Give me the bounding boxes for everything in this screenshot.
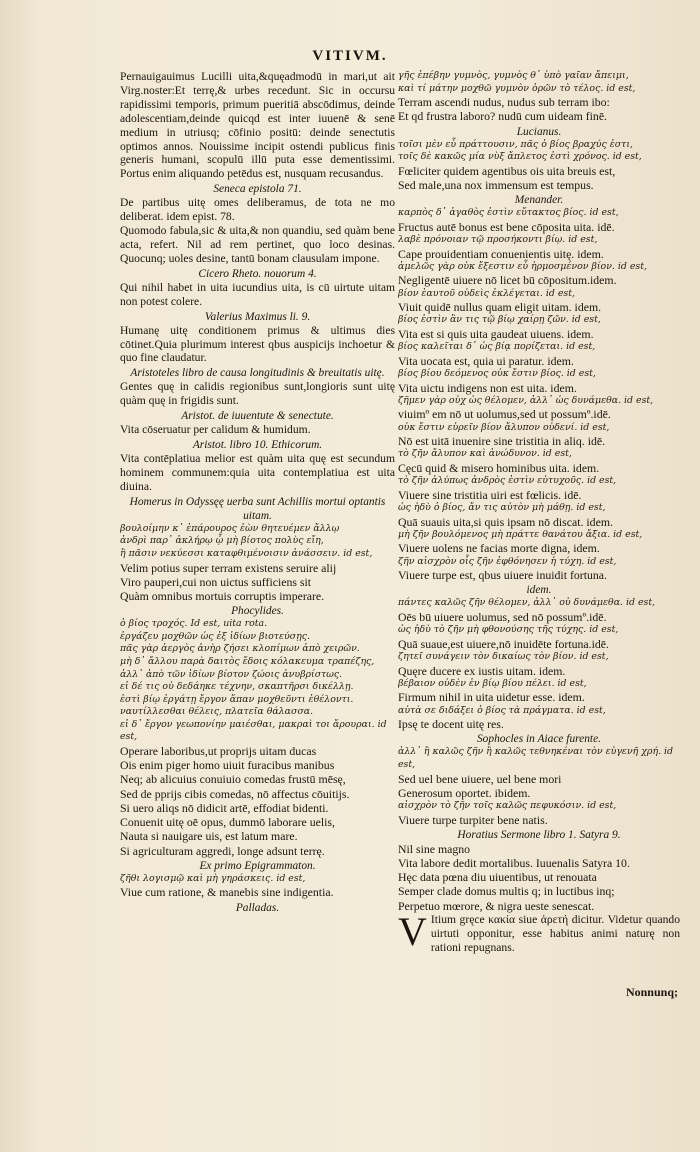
source-citation: Horatius Sermone libro 1. Satyra 9.	[457, 828, 621, 841]
latin-line: Cęcū quid & misero hominibus uita. idem.	[398, 460, 600, 475]
greek-verse-line: τὸ ζῆν ἀλύπως ἀνδρὸς ἐστὶν εὐτυχοῦς. id est,	[398, 475, 617, 487]
greek-verse-line: τοῖς δὲ κακῶς μία νὺξ ἄπλετος ἐστὶ χρόνος. id est,	[398, 151, 642, 163]
greek-verse-line: βέβαιον οὐδὲν ἐν βίῳ βίου πέλει. id est,	[398, 677, 587, 689]
running-head: VITIVM.	[312, 48, 388, 64]
source-citation: Lucianus.	[516, 125, 562, 138]
greek-verse-line: ὡς ἡδὺ ὁ βίος, ἄν τις αὐτὸν μὴ μάθῃ. id est,	[398, 501, 606, 513]
catchword: Nonnunq;	[625, 985, 678, 999]
prose-paragraph: Qui nihil habet in uita iucundius uita, is cū uirtute uitam non potest colere.	[120, 280, 395, 308]
source-citation: Homerus in Odyssęę uerba sunt Achillis mortui optantis uitam.	[129, 495, 386, 522]
latin-line: Conuenit uitę oē opus, dummō laborare uelis,	[120, 815, 335, 830]
latin-line: Hęc data pœna diu uiuentibus, ut renouata	[398, 870, 597, 885]
greek-verse-line: αἰσχρὸν τὸ ζῆν τοῖς καλῶς πεφυκόσιν. id est,	[398, 799, 617, 811]
latin-line: Semper clade domus multis q; in luctibus inq;	[398, 884, 615, 899]
latin-line: Ipsę te docent uitę res.	[398, 717, 504, 732]
source-citation: Valerius Maximus li. 9.	[204, 310, 311, 323]
latin-line: Si agriculturam aggredi, longe adsunt terrę.	[120, 843, 325, 858]
greek-verse-line: ζῆθι λογισμῷ καὶ μὴ γηράσκεις. id est,	[120, 872, 306, 884]
latin-line: Operare laboribus,ut proprijs uitam ducas	[120, 744, 317, 759]
latin-line: Neq; ab alicuius conuiuio comedas frustū mēsę,	[120, 772, 346, 787]
source-citation: Menander.	[514, 194, 564, 207]
greek-verse-line: ναυτίλλεσθαι θέλεις, πλατεῖα θάλασσα.	[120, 706, 314, 718]
greek-verse-line: ἐστὶ βίῳ ἐργάτῃ ἔργον ἅπαν μοχθεῦντι ἐθέλοντι.	[120, 693, 354, 705]
latin-line: Nō est uitā inuenire sine tristitia in aliq. idē.	[398, 434, 606, 449]
source-citation: Cicero Rheto. nouorum 4.	[198, 267, 317, 280]
latin-line: Velim potius super terram existens seruire alij	[120, 560, 337, 575]
latin-line: Firmum nihil in uita uidetur esse. idem.	[398, 690, 585, 705]
latin-line: Si uero aliqs nō didicit artē, effodiat bidenti.	[120, 800, 329, 815]
latin-line: Sed uel bene uiuere, uel bene mori	[398, 771, 562, 786]
latin-line: Vita uictu indigens non est uita. idem.	[398, 380, 577, 395]
latin-line: Cape prouidentiam conuenientis uitę. idem.	[398, 246, 604, 261]
latin-line: Ois enim piger homo uiuit furacibus manibus	[120, 758, 335, 773]
greek-verse-line: ζῆν αἰσχρὸν οἷς ζῆν ἐφθόνησεν ἡ τύχη. id est,	[398, 555, 617, 567]
latin-line: Viuere uolens ne facias morte digna, idem.	[398, 541, 600, 556]
source-citation: Aristoteles libro de causa longitudinis & breuitatis uitę.	[130, 367, 385, 380]
greek-verse-line: εἰ δ᾽ ἔργον γεωπονίην μαιέσθαι, μακραὶ τοι ἄρουραι. id est,	[120, 718, 387, 743]
latin-line: Generosum oportet. ibidem.	[398, 785, 531, 800]
drop-cap: V	[398, 908, 427, 954]
source-citation: Aristot. de iuuentute & senectute.	[181, 410, 334, 423]
latin-line: Negligentē uiuere nō licet bū cōpositum.idem.	[398, 273, 617, 288]
latin-line: Nauta si nauigare uis, est latum mare.	[120, 829, 298, 844]
latin-line: Viuere sine tristitia uiri est fœlicis. idē.	[398, 487, 582, 502]
source-citation: Palladas.	[235, 901, 280, 914]
latin-line: Nil sine magno	[398, 841, 471, 856]
prose-paragraph: De partibus uitę omes deliberamus, de tota ne mo deliberat. idem epist. 78.	[120, 196, 395, 224]
greek-verse-line: τὸ ζῆν ἄλυπον καὶ ἀνώδυνον. id est,	[398, 448, 572, 460]
latin-line: Quàm omnibus mortuis corruptis imperare.	[120, 588, 325, 603]
latin-line: Viuere turpe turpiter bene natis.	[398, 812, 548, 827]
prose-paragraph: Humanę uitę conditionem primus & ultimus dies cōtinet.Quia plurimum interest qbus auspicijs inchoetur & quo fine claudatur.	[120, 323, 395, 365]
greek-verse-line: γῆς ἐπέβην γυμνὸς, γυμνὸς θ᾽ ὑπὸ γαῖαν ἄπειμι,	[398, 70, 629, 81]
greek-verse-line: ζῆμεν γὰρ οὐχ ὡς θέλομεν, ἀλλ᾽ ὡς δυνάμεθα. id est,	[398, 394, 654, 406]
source-citation: Phocylides.	[231, 605, 284, 618]
latin-line: Viuere turpe est, qbus uiuere inuidit fortuna.	[398, 568, 607, 583]
latin-line: Perpetuo mœrore, & nigra ueste senescat.	[398, 898, 595, 913]
greek-verse-line: βίος ἐστὶν ἂν τις τῷ βίῳ χαίρῃ ζῶν. id est,	[398, 314, 601, 326]
greek-verse-line: τοῖσι μὲν εὖ πράττουσιν, πᾶς ὁ βίος βραχύς ἐστι,	[398, 138, 633, 150]
latin-line: Quęre ducere ex iustis uitam. idem.	[398, 663, 566, 678]
greek-verse-line: αὐτὰ σε διδάξει ὁ βίος τὰ πράγματα. id est,	[398, 704, 606, 716]
greek-verse-line: ζητεῖ συνάγειν τὸν δικαίως τὸν βίον. id est,	[398, 650, 609, 662]
right-column	[398, 70, 680, 954]
greek-verse-line: βίον ἑαυτοῦ οὐδεὶς ἐκλέγεται. id est,	[398, 287, 575, 299]
latin-line: Oēs bū uiuere uolumus, sed nō possumº.idē.	[398, 609, 607, 624]
greek-verse-line: ἀνδρὶ παρ᾽ ἀκλήρῳ ᾧ μὴ βίοτος πολὺς εἴη,	[120, 535, 324, 547]
latin-line: Vita uocata est, quia ui paratur. idem.	[398, 353, 574, 368]
greek-verse-line: λαβὲ πρόνοιαν τῷ προσήκοντι βίῳ. id est,	[398, 233, 598, 245]
greek-verse-line: εἰ δέ τις οὐ δεδάηκε τέχνην, σκαπτῆρσι δικέλλῃ.	[120, 681, 354, 693]
latin-line: Vita labore dedit mortalibus. Iuuenalis Satyra 10.	[398, 855, 630, 870]
greek-verse-line: καρπὸς δ᾽ ἀγαθὸς ἐστὶν εὔτακτος βίος. id est,	[398, 207, 619, 219]
greek-verse-line: ἢ πᾶσιν νεκύεσσι καταφθιμένοισιν ἀνάσσειν. id est,	[120, 547, 373, 559]
left-column	[120, 70, 395, 915]
latin-line: Et qd frustra laboro? nudū cum uideam finē.	[398, 109, 608, 124]
latin-line: Sed de pprijs cibis comedas, nō affectus cōuitijs.	[120, 786, 350, 801]
source-citation: idem.	[526, 584, 552, 597]
prose-paragraph: Vita contēplatiua melior est quàm uita quę est secundum hominem communem:quia uita contemplatiua est uita diuina.	[120, 452, 395, 493]
greek-verse-line: οὐκ ἔστιν εὑρεῖν βίον ἄλυπον οὐδενί. id est,	[398, 421, 610, 433]
greek-verse-line: ἀλλ᾽ ἢ καλῶς ζῆν ἢ καλῶς τεθνηκέναι τὸν εὐγενῆ χρή. id est,	[398, 746, 674, 770]
latin-line: Fœliciter quidem agentibus ois uita breuis est,	[398, 163, 616, 178]
latin-line: Vita est si quis uita gaudeat uiuens. idem.	[398, 326, 594, 341]
source-citation: Seneca epistola 71.	[213, 183, 302, 196]
greek-verse-line: μὴ δ᾽ ἄλλου παρὰ δαιτὸς ἔδοις κόλακευμα τραπέζης,	[120, 655, 375, 667]
article-initial-paragraph	[398, 908, 680, 955]
prose-paragraph: Quomodo fabula,sic & uita,& non quandiu, sed quàm bene acta, refert. Nil ad rem pertinet, quo loco desinas. Quocunq; uoles desine, tantū bonam clausulam impone.	[120, 224, 395, 265]
source-citation: Aristot. libro 10. Ethicorum.	[192, 439, 323, 452]
latin-line: Viue cum ratione, & manebis sine indigentia.	[120, 885, 334, 900]
prose-paragraph: Gentes quę in calidis regionibus sunt,longioris sunt uitę quàm quę in frigidis sunt.	[120, 380, 395, 408]
greek-verse-line: καὶ τί μάτην μοχθῶ γυμνὸν ὁρῶν τὸ τέλος. id est,	[398, 82, 636, 94]
greek-verse-line: βίος καλεῖται δ᾽ ὡς βίᾳ πορίζεται. id est,	[398, 341, 596, 353]
latin-line: Viuit quidē nullus quam eligit uitam. idem.	[398, 300, 602, 315]
latin-line: Fructus autē bonus est bene cōposita uita. idē.	[398, 219, 615, 234]
greek-verse-line: μὴ ζῆν βουλόμενος μὴ πράττε θανάτου ἄξια. id est,	[398, 528, 643, 540]
greek-verse-line: ἀλλ᾽ ἀπὸ τῶν ἰδίων βίοτον ζώοις ἀνυβρίστως.	[120, 668, 343, 680]
latin-line: Quā suauis uita,si quis ipsam nō discat. idem.	[398, 514, 613, 529]
prose-paragraph: Pernauigauimus Lucilli uita,&quęadmodū in mari,ut ait Virg.noster:Et terrę,& urbes recedunt. Sic in occursu rapidissimi temporis, primum pueritiā abscōdimus, deinde adolescentiam,deinde quicqd est inter iuuenē & senē medium in utriusq; cōfinio positū: deinde senectutis optimos annos. Nouissime incipit ostendi publicus finis generis humani, scopulū illū puta esse dementissimi. Portus enim aliquando petēdus est, nusquam recusandus.	[120, 70, 395, 181]
latin-line: Quā suaue,est uiuere,nō inuidēte fortuna.idē.	[398, 636, 609, 651]
greek-verse-line: βίος βίου δεόμενος οὐκ ἔστιν βίος. id est,	[398, 367, 596, 379]
latin-line: Sed male,una nox immensum est tempus.	[398, 177, 594, 192]
latin-line: Terram ascendi nudus, nudus sub terram ibo:	[398, 95, 610, 110]
greek-verse-line: ὁ βίος τροχός. Id est, uita rota.	[120, 618, 268, 630]
greek-verse-line: βουλοίμην κ᾽ ἐπάρουρος ἐὼν θητευέμεν ἄλλῳ	[120, 522, 340, 534]
greek-verse-line: ἐργάζευ μοχθῶν ὡς ἐξ ἰδίων βιοτεύσῃς.	[120, 630, 310, 642]
latin-line: viuimº em nō ut uolumus,sed ut possumº.idē.	[398, 407, 611, 422]
prose-paragraph: Vita cōseruatur per calidum & humidum.	[120, 423, 311, 437]
paragraph-text: Itium gręce κακία siue ἀρετή dicitur. Videtur quando uirtuti opponitur, esse habitus animi naturę non rationi repugnans.	[430, 912, 680, 954]
source-citation: Ex primo Epigrammaton.	[199, 859, 316, 872]
greek-verse-line: ὡς ἡδὺ τὸ ζῆν μὴ φθονούσης τῆς τύχης. id est,	[398, 624, 619, 636]
greek-verse-line: πάντες καλῶς ζῆν θέλομεν, ἀλλ᾽ οὐ δυνάμεθα. id est,	[398, 597, 656, 609]
greek-verse-line: πᾶς γὰρ ἀεργὸς ἀνὴρ ζήσει κλοπίμων ἀπὸ χειρῶν.	[120, 643, 360, 655]
latin-line: Viro pauperi,cui non uictus sufficiens sit	[120, 574, 312, 589]
greek-verse-line: ἀμελῶς γὰρ οὐκ ἔξεστιν εὖ ἡρμοσμένον βίον. id est,	[398, 260, 647, 272]
source-citation: Sophocles in Aiace furente.	[476, 733, 601, 746]
